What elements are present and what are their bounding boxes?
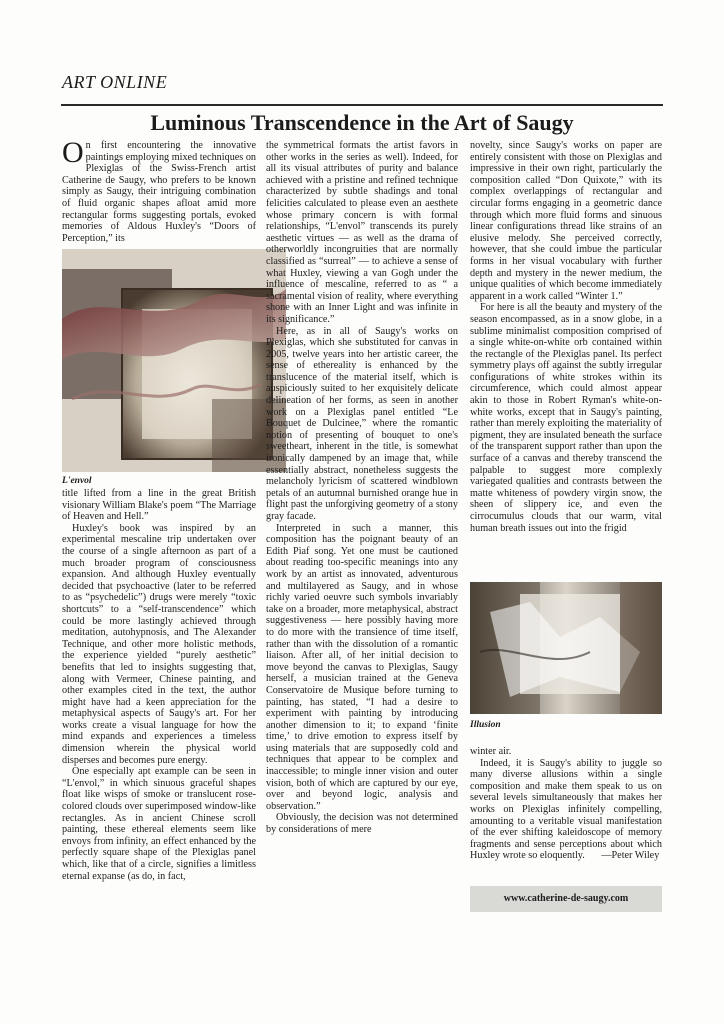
paragraph: Huxley's book was inspired by an experimental mescaline trip undertaken over the course of a single afternoon as part of a much broader program of consciousness expansion. And although Huxley eventually decided that psychoactive (later to be referred to as “psychedelic”) drugs were merely “toxic shortcuts” to a “self-transcendence” which could be more lastingly achieved through meditation, autohypnosis, and The Alexander Technique, and other more holistic methods, the experience yielded “purely aesthetic” benefits that led to insights suggesting that, along with Vermeer, Chinese painting, and other examples cited in the text, the author might have had a keen appreciation for the metaphysical aspects of Saugy's art. For her works create a visual language for how the mind expands and experiences a timeless dimension wherein the physical world disperses and becomes pure energy. [62, 522, 256, 766]
drop-cap: O [62, 136, 84, 169]
column-1-bottom [62, 488, 256, 882]
website-link[interactable]: www.catherine-de-saugy.com [470, 886, 662, 912]
paragraph: Here, as in all of Saugy's works on Plexiglas, which she substituted for canvas in 2005, twelve years into her artistic career, the sense of ethereality is enhanced by the translucence of the material itself, which is auspiciously suited to her exquisitely delicate delineation of her forms, as seen in another work on a Plexiglas panel entitled “Le Bouquet de Dulcinee,” where the romantic notion of presenting of bouquet to one's sweetheart, inherent in the title, is somewhat ironically dampened by an image that, while essentially abstract, nonetheless suggests the melancholy lyricism of scattered windblown petals of an autumnal burnished orange hue in flight past the unforgiving geometry of a stony gray facade. [266, 325, 458, 522]
header-rule [61, 104, 663, 106]
paragraph: Interpreted in such a manner, this composition has the poignant beauty of an Edith Piaf song. Yet one must be cautioned about reading too-specific meanings into any work by an artist as innovated, adventurous and multilayered as Saugy, and in whose richly varied oeuvre such symbols invariably take on a broader, more metaphysical, abstract suggestiveness — here possibly having more to do more with the transience of time itself, rather than with the dissolution of a romantic liaison. After all, of her initial decision to move beyond the canvas to Plexiglas, Saugy herself, a musician trained at the Geneva Conservatoire de Musique before turning to painting, has stated, “I had a desire to experiment with painting by introducing another dimension to it; to expand ‘finite time,’ to drive emotion to express itself by using materials that are supposedly cold and techniques that appear to be complex and inaccessible; to mingle inner vision and outer vision, both of which are captured by our eye, over and beyond logic, analysis and observation.” [266, 522, 458, 812]
lenvol-artwork-image [62, 249, 286, 472]
illusion-caption: Illusion [470, 720, 501, 730]
illusion-painting [470, 582, 662, 714]
paragraph: novelty, since Saugy's works on paper are entirely consistent with those on Plexiglas and impressive in their own right, particularly the composition called “Don Quixote,” with its complex overlappings of rectangular and circular forms engaging in a geometric dance through which more fluid forms and sinuous linear configurations thread like strains of an elusive melody. She perceived correctly, however, that she could imbue the particular forms in her visual vocabulary with further depth and mystery in the newer medium, the unique qualities of which become immediately apparent in a work called “Winter 1.” [470, 140, 662, 302]
author-signature: —Peter Wiley [601, 850, 660, 862]
column-2 [266, 140, 458, 836]
intro-paragraph: On first encountering the innovative paintings employing mixed techniques on Plexiglas of the Swiss-French artist Catherine de Saugy, who prefers to be known simply as Saugy, their intriguing combination of fluid organic shapes afloat amid more rectangular forms suggesting portals, evoked memories of Aldous Huxley's “Doors of Perception,” its [62, 136, 257, 244]
paragraph: One especially apt example can be seen in “L'envol,” in which sinuous graceful shapes float like wisps of smoke or translucent rose-colored clouds over superimposed window-like rectangles. As in ancient Chinese scroll painting, these ethereal elements seem like envoys from infinity, an effect enhanced by the perfectly square shape of the Plexiglas panel which, like that of a circle, signifies a limitless eternal expanse (as do, in fact, [62, 766, 256, 882]
column-1-top [62, 136, 257, 244]
lenvol-caption: L'envol [62, 476, 92, 486]
paragraph: winter air. [470, 746, 512, 757]
illusion-artwork-image [470, 582, 662, 714]
paragraph: title lifted from a line in the great British visionary William Blake's poem “The Marriage of Heaven and Hell.” [62, 488, 256, 523]
paragraph: Indeed, it is Saugy's ability to juggle so many diverse allusions within a single composition and make them speak to us on several levels simultaneously that makes her works on Plexiglas infinitely compelling, amounting to a veritable visual manifestation of the ever shifting kaleidoscope of memory fragments and sense perceptions about which Huxley wrote so eloquently. —Peter Wiley [470, 757, 662, 862]
column-3-top [470, 140, 662, 534]
lenvol-painting [62, 249, 286, 472]
paragraph: Obviously, the decision was not determined by considerations of mere [266, 812, 458, 836]
column-3-bottom [470, 746, 662, 862]
section-label: ART ONLINE [62, 72, 168, 92]
paragraph: the symmetrical formats the artist favors in other works in the series as well). Indeed, for all its visual attributes of purity and balance achieved with a pristine and refined technique characterized by subtle shadings and tonal felicities calculated to please even an aesthete whose primary concern is with formal relationships, “L'envol” transcends its purely aesthetic virtues — as well as the drama of otherworldly incongruities that are normally classified as “surreal” — to achieve a sense of what Huxley, viewing a van Gogh under the influence of mescaline, referred to as “ a sacramental vision of reality, where everything shone with an Inner Light and was infinite in its significance.” [266, 140, 458, 325]
paragraph: For here is all the beauty and mystery of the season encompassed, as in a snow globe, in a sublime minimalist composition comprised of a single white-on-white orb contained within the rectangle of the Plexiglas panel. Its perfect symmetry plays off against the subtly irregular configurations of white strokes within its circumference, which could almost appear akin to those in Robert Ryman's white-on-white works, except that in Saugy's painting, rather than merely exploiting the materiality of pigment, they are insulated beneath the surface of the transparent support rather than upon the surface of a canvas and thereby transcend the palpable to suggest more complexly variegated qualities and contrasts between the matte whiteness of powdery virgin snow, the sheen of slippery ice, and even the cirrocumulus clouds that our warm, vital human breath issues out into the frigid [470, 302, 662, 534]
article-title: Luminous Transcendence in the Art of Saugy [150, 110, 574, 135]
